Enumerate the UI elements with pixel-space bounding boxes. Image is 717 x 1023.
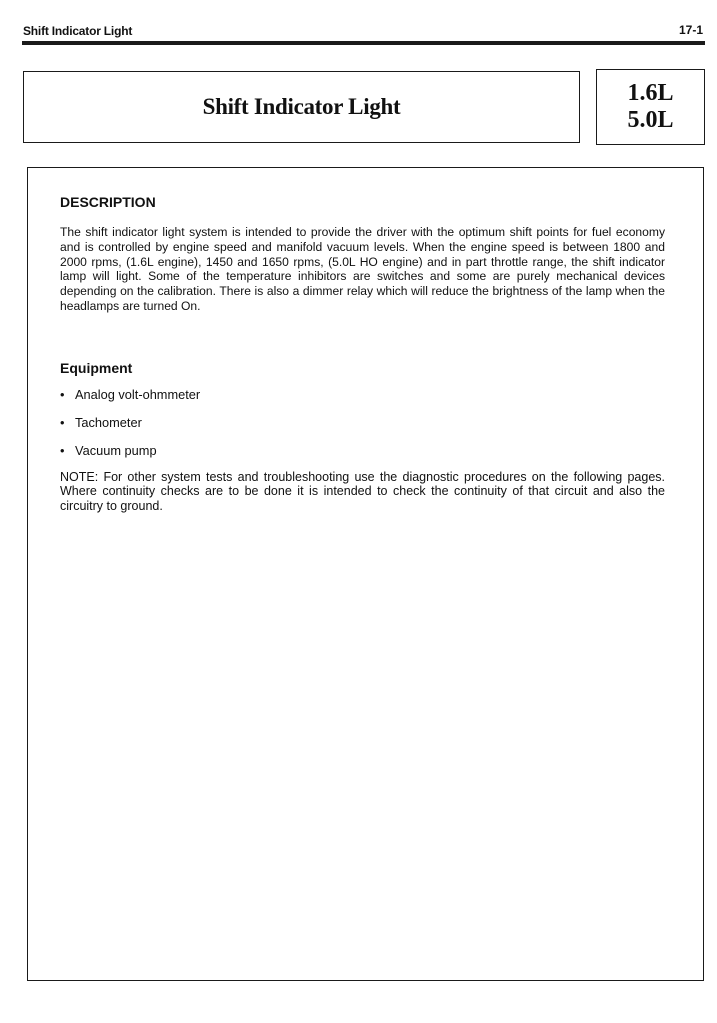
engine-box <box>596 69 705 145</box>
list-item <box>60 415 200 443</box>
title-box <box>23 71 580 143</box>
description-paragraph: The shift indicator light system is intended to provide the driver with the optimum shift points for fuel economy and is controlled by engine speed and manifold vacuum levels. When the engine speed is between 1800 and 2000 rpms, (1.6L engine), 1450 and 1650 rpms, (5.0L HO engine) and in part throttle range, the shift indicator lamp will light. Some of the temperature inhibitors are switches and some are purely mechanical devices depending on the calibration. There is also a dimmer relay which will reduce the brightness of the lamp when the headlamps are turned On. <box>60 225 665 313</box>
bullet-icon: • <box>60 443 65 458</box>
description-heading: DESCRIPTION <box>60 194 156 210</box>
page-title: Shift Indicator Light <box>202 94 401 119</box>
equipment-list <box>60 387 200 471</box>
list-item <box>60 443 200 471</box>
engine-label-2: 5.0L <box>627 107 674 133</box>
bullet-icon: • <box>60 387 65 402</box>
engine-label-1: 1.6L <box>627 80 674 106</box>
list-item <box>60 387 200 415</box>
equipment-item-label: Analog volt-ohmmeter <box>75 387 201 402</box>
content-box <box>27 167 704 981</box>
running-head-title: Shift Indicator Light <box>23 24 133 38</box>
bullet-icon: • <box>60 415 65 430</box>
page-number: 17-1 <box>678 23 703 37</box>
equipment-item-label: Vacuum pump <box>75 443 157 458</box>
note-paragraph: NOTE: For other system tests and troubleshooting use the diagnostic procedures on the following pages. Where continuity checks are to be done it is intended to check the continuity of that circuit and also the circuitry to ground. <box>60 470 665 513</box>
equipment-heading: Equipment <box>60 360 133 376</box>
equipment-item-label: Tachometer <box>75 415 142 430</box>
header-rule <box>22 41 705 45</box>
